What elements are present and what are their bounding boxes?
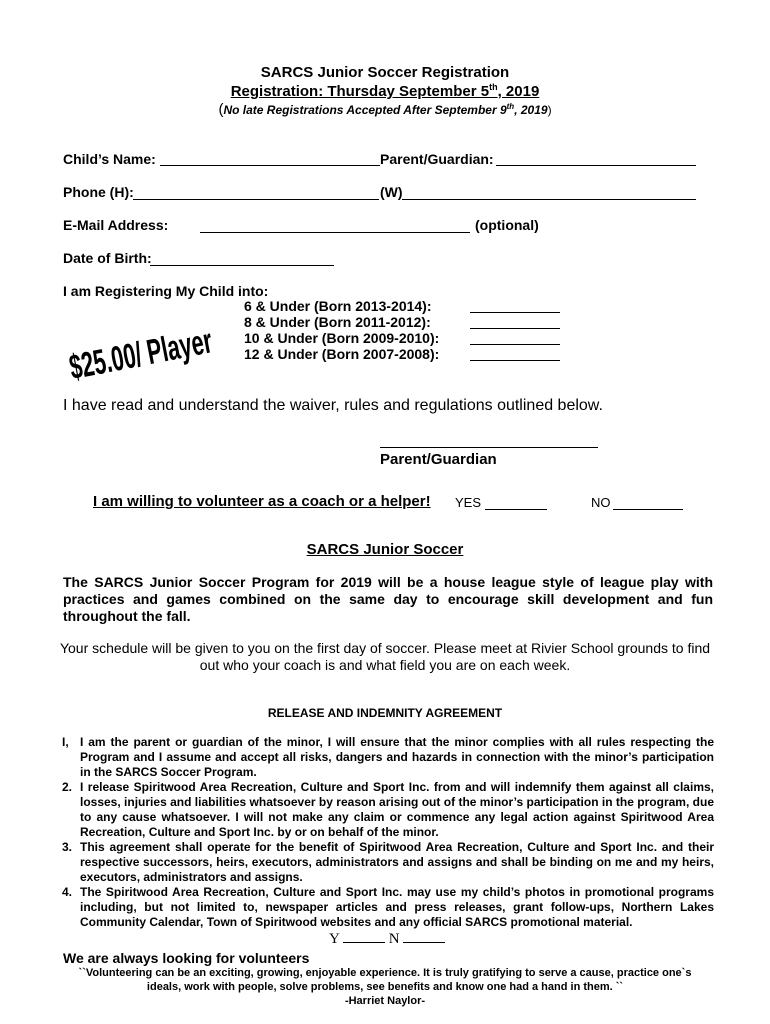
schedule-note: Your schedule will be given to you on the first day of soccer. Please meet at Rivier School grounds to find out who your coach is and what field you are on each week.: [59, 640, 711, 673]
program-heading: SARCS Junior Soccer: [306, 541, 464, 558]
registering-label: I am Registering My Child into:: [63, 283, 269, 299]
volunteer-quote: ``Volunteering can be an exciting, growing, enjoyable experience. It is truly gratifying to serve a cause, practice one`s ideals, work with people, solve problems, see benefits and know one had a hand in them. `` -Harriet Naylor-: [78, 967, 692, 1007]
price-stamp: [66, 322, 216, 388]
parent-guardian-label: Parent/Guardian:: [380, 151, 494, 167]
email-optional-note: (optional): [475, 217, 539, 233]
phone-home-field[interactable]: [133, 184, 379, 200]
signature-label: Parent/Guardian: [380, 451, 497, 468]
volunteer-no-field[interactable]: [613, 496, 683, 510]
agreement-item: 3. This agreement shall operate for the benefit of Spiritwood Area Recreation, Culture and Sport Inc. and their respective successors, heirs, executors, administrators and assigns and shall be binding on me and my heirs, executors, administrators and assigns.: [62, 840, 714, 884]
photo-consent-no-field[interactable]: [403, 930, 445, 943]
volunteer-no-label: NO: [591, 495, 611, 510]
photo-consent-yes-field[interactable]: [343, 930, 385, 943]
division-field[interactable]: [470, 298, 560, 313]
childs-name-field[interactable]: [160, 150, 380, 166]
footer-heading: We are always looking for volunteers: [63, 950, 310, 966]
agreement-item: 4. The Spiritwood Area Recreation, Culture and Sport Inc. may use my child’s photos in promotional programs including, but not limited to, newspaper articles and press releases, grant follow-ups, Northern Lakes Community Calendar, Town of Spiritwood websites and any official SARCS promotional material.: [62, 885, 714, 929]
waiver-statement: I have read and understand the waiver, rules and regulations outlined below.: [63, 397, 603, 414]
childs-name-label: Child’s Name:: [63, 151, 156, 167]
email-field[interactable]: [200, 217, 470, 233]
registration-date: Registration: Thursday September 5th, 2019: [230, 82, 540, 100]
division-field[interactable]: [470, 330, 560, 345]
division-label: 12 & Under (Born 2007-2008):: [244, 346, 440, 362]
agreement-item: I, I am the parent or guardian of the minor, I will ensure that the minor complies with all rules respecting the Program and I assume and accept all risks, dangers and hazards in connection with the minor’s participation in the SARCS Soccer Program.: [62, 735, 714, 779]
division-label: 10 & Under (Born 2009-2010):: [244, 330, 440, 346]
volunteer-yes-field[interactable]: [485, 496, 547, 510]
phone-work-label: (W): [380, 184, 403, 200]
agreement-item: 2. I release Spiritwood Area Recreation, Culture and Sport Inc. from and will indemnify them against all claims, losses, injuries and liabilities whatsoever by reason arising out of the minor’s participation in the program, due to any cause whatsoever. I will not make any claim or commence any legal action against Spiritwood Area Recreation, Culture and Sport Inc. by or on behalf of the minor.: [62, 780, 714, 839]
email-label: E-Mail Address:: [63, 217, 169, 233]
signature-field[interactable]: [380, 433, 598, 448]
price-stamp-text: $25.00/ Player: [66, 322, 216, 388]
phone-work-field[interactable]: [402, 184, 696, 200]
volunteer-prompt: I am willing to volunteer as a coach or a helper!: [93, 493, 431, 510]
no-late-notice: (No late Registrations Accepted After September 9th, 2019): [218, 101, 552, 118]
division-label: 6 & Under (Born 2013-2014):: [244, 298, 432, 314]
volunteer-yes-label: YES: [455, 495, 482, 510]
agreement-list: [62, 735, 714, 930]
division-label: 8 & Under (Born 2011-2012):: [244, 314, 431, 330]
dob-field[interactable]: [150, 250, 334, 266]
program-description: The SARCS Junior Soccer Program for 2019 will be a house league style of league play with practices and games combined on the same day to encourage skill development and fun throughout the fall.: [63, 574, 713, 624]
phone-home-label: Phone (H):: [63, 184, 134, 200]
division-field[interactable]: [470, 346, 560, 361]
photo-consent-yn: Y N: [329, 930, 445, 948]
page-title: SARCS Junior Soccer Registration: [260, 64, 510, 81]
division-field[interactable]: [470, 314, 560, 329]
parent-guardian-field[interactable]: [496, 150, 696, 166]
dob-label: Date of Birth:: [63, 250, 152, 266]
agreement-heading: RELEASE AND INDEMNITY AGREEMENT: [267, 706, 503, 720]
